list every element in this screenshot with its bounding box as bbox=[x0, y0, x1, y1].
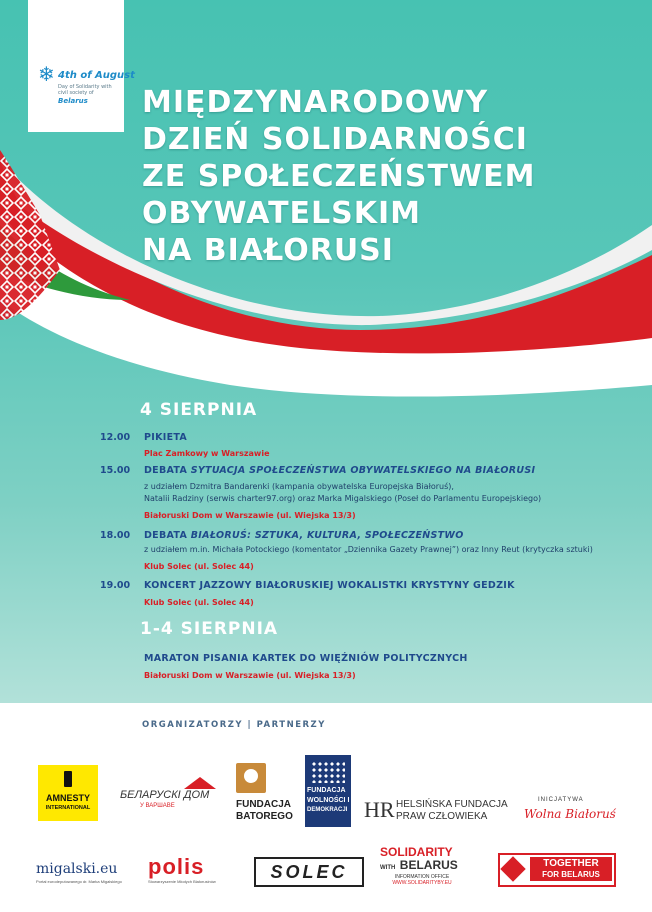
migalski-subtitle: Portal eurodeputowanego dr. Marka Migalskiego bbox=[36, 879, 122, 884]
together-subname: FOR BELARUS bbox=[542, 870, 600, 879]
event-description: Natalii Radziny (serwis charter97.org) oraz Marka Migalskiego (Poseł do Parlamentu Europejskiego) bbox=[144, 494, 542, 503]
amnesty-logo bbox=[38, 765, 98, 821]
event-description: z udziałem m.in. Michała Potockiego (komentator „Dziennika Gazety Prawnej”) oraz Inny Reut (krytyczka sztuki) bbox=[144, 545, 593, 554]
sfb-line: SOLIDARITY bbox=[380, 845, 453, 859]
together-name: TOGETHER bbox=[543, 858, 599, 869]
event-title-italic: BIAŁORUŚ: SZTUKA, KULTURA, SPOŁECZEŃSTWO bbox=[190, 530, 464, 541]
wolna-bialorus-logo bbox=[524, 797, 624, 827]
sfb-belarus: BELARUS bbox=[399, 858, 458, 872]
polis-subtitle: Stowarzyszenie Młodych Białorusinów bbox=[148, 879, 216, 884]
belaruski-dom-logo bbox=[120, 777, 220, 813]
candle-icon bbox=[64, 771, 72, 787]
event-venue: Plac Zamkowy w Warszawie bbox=[144, 449, 270, 458]
event-time: 12.00 bbox=[100, 432, 131, 443]
hfpc-subname: PRAW CZŁOWIEKA bbox=[396, 811, 488, 822]
event-badge bbox=[28, 0, 135, 132]
title-line: ZE SPOŁECZEŃSTWEM bbox=[142, 159, 536, 194]
belaruski-dom-name: БЕЛАРУСКІ ДОМ bbox=[120, 789, 210, 801]
event-title: MARATON PISANIA KARTEK DO WIĘŹNIÓW POLITYCZNYCH bbox=[144, 653, 468, 664]
polis-logo bbox=[148, 855, 234, 889]
batory-logo bbox=[236, 763, 296, 827]
section-date: 1-4 SIERPNIA bbox=[140, 619, 279, 639]
wolna-name: Wolna Białoruś bbox=[524, 807, 616, 821]
hfpc-logo bbox=[364, 797, 514, 825]
solec-name: SOLEC bbox=[270, 862, 348, 882]
hfpc-name: HELSIŃSKA FUNDACJA bbox=[396, 799, 508, 810]
hfpc-mark-icon: HR bbox=[364, 797, 395, 822]
wolna-small-label: INICJATYWA bbox=[538, 797, 584, 803]
partners-section bbox=[0, 703, 652, 912]
title-line: OBYWATELSKIM bbox=[142, 196, 422, 231]
solidarity-belarus-logo bbox=[380, 846, 476, 896]
polis-name: polis bbox=[148, 854, 205, 879]
house-icon bbox=[184, 777, 216, 789]
badge-country: Belarus bbox=[58, 97, 88, 105]
batory-name: FUNDACJA bbox=[236, 799, 291, 810]
poster-title bbox=[142, 84, 535, 269]
batory-mark-icon bbox=[236, 763, 266, 793]
migalski-logo bbox=[36, 861, 136, 889]
ornament-icon bbox=[500, 856, 525, 881]
snowflake-icon: ❄ bbox=[38, 62, 55, 86]
migalski-name: migalski.eu bbox=[36, 861, 118, 877]
event-title-prefix: DEBATA bbox=[144, 465, 191, 476]
fundacja-wolnosci-logo bbox=[305, 755, 351, 827]
title-line: MIĘDZYNARODOWY bbox=[142, 85, 489, 120]
amnesty-name: AMNESTY bbox=[45, 793, 90, 803]
sfb-info: INFORMATION OFFICE bbox=[394, 874, 450, 880]
batory-subname: BATOREGO bbox=[236, 811, 293, 822]
sfb-url: WWW.SOLIDARITYBY.EU bbox=[392, 880, 452, 886]
event-title-prefix: DEBATA bbox=[144, 530, 191, 541]
belaruski-dom-subtitle: У ВАРШАВЕ bbox=[140, 803, 175, 809]
dots-icon bbox=[311, 761, 345, 783]
together-belarus-logo bbox=[498, 853, 616, 887]
fwd-line: DEMOKRACJI bbox=[307, 807, 348, 813]
section-date: 4 SIERPNIA bbox=[140, 400, 258, 420]
event-title-italic: SYTUACJA SPOŁECZEŃSTWA OBYWATELSKIEGO NA BIAŁORUSI bbox=[190, 465, 536, 476]
event-title bbox=[144, 465, 535, 476]
badge-title: 4th of August bbox=[58, 70, 135, 81]
event-venue: Białoruski Dom w Warszawie (ul. Wiejska 13/3) bbox=[144, 511, 356, 520]
event-venue: Klub Solec (ul. Solec 44) bbox=[144, 562, 254, 571]
amnesty-subname: INTERNATIONAL bbox=[45, 805, 91, 811]
fwd-line: WOLNOŚCI I bbox=[307, 797, 350, 804]
title-line: NA BIAŁORUSI bbox=[142, 233, 394, 268]
event-venue: Białoruski Dom w Warszawie (ul. Wiejska 13/3) bbox=[144, 671, 356, 680]
solec-logo bbox=[254, 857, 364, 887]
title-line: DZIEŃ SOLIDARNOŚCI bbox=[142, 122, 528, 157]
event-time: 18.00 bbox=[100, 530, 131, 541]
badge-subtitle: Day of Solidarity with civil society of bbox=[58, 84, 112, 96]
sfb-with: WITH bbox=[380, 865, 396, 871]
event-title: PIKIETA bbox=[144, 432, 188, 443]
fwd-line: FUNDACJA bbox=[307, 787, 346, 794]
event-time: 15.00 bbox=[100, 465, 131, 476]
event-description: z udziałem Dzmitra Bandarenki (kampania obywatelska Europejska Białoruś), bbox=[144, 482, 454, 491]
event-venue: Klub Solec (ul. Solec 44) bbox=[144, 598, 254, 607]
event-time: 19.00 bbox=[100, 580, 131, 591]
partners-label: ORGANIZATORZY | PARTNERZY bbox=[142, 720, 326, 730]
event-title bbox=[144, 530, 464, 541]
event-title: KONCERT JAZZOWY BIAŁORUSKIEJ WOKALISTKI KRYSTYNY GEDZIK bbox=[144, 580, 515, 591]
